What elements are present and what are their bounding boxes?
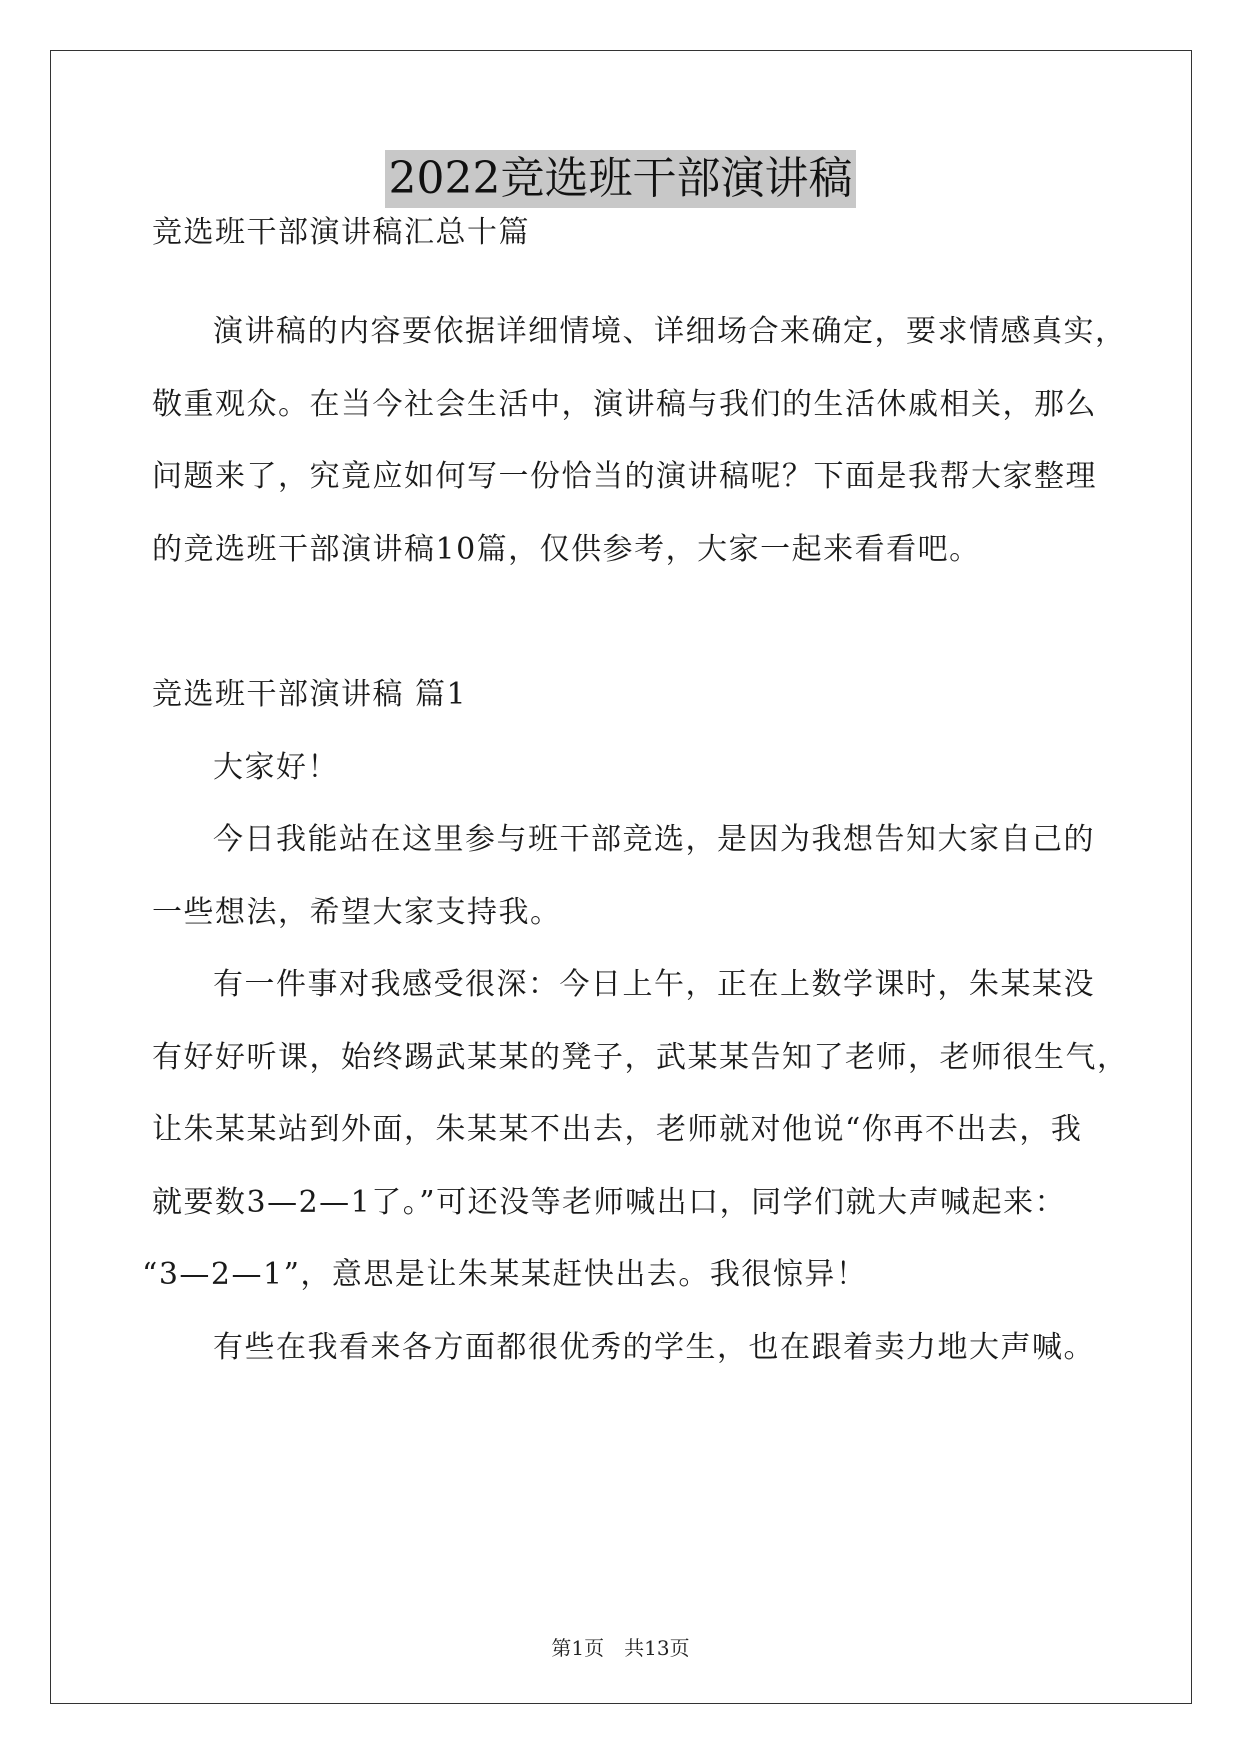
body-line-9: 有些在我看来各方面都很优秀的学生，也在跟着卖力地大声喊。 [213,1330,1095,1365]
body-line-2: 今日我能站在这里参与班干部竞选，是因为我想告知大家自己的 [213,822,1095,857]
body-line-6: 让朱某某站到外面，朱某某不出去，老师就对他说“你再不出去，我 [152,1112,1083,1147]
intro-line-1: 演讲稿的内容要依据详细情境、详细场合来确定，要求情感真实， [213,314,1127,349]
body-line-7: 就要数3—2—1了。”可还没等老师喊出口，同学们就大声喊起来： [152,1185,1067,1220]
document-subtitle: 竞选班干部演讲稿汇总十篇 [152,215,530,250]
intro-line-4: 的竞选班干部演讲稿10篇，仅供参考，大家一起来看看吧。 [152,532,981,567]
body-line-8: “3—2—1”，意思是让朱某某赶快出去。我很惊异！ [142,1257,868,1292]
page-footer: 第1页 共13页 [551,1636,690,1660]
body-line-4: 有一件事对我感受很深：今日上午，正在上数学课时，朱某某没 [213,967,1095,1002]
body-line-5: 有好好听课，始终踢武某某的凳子，武某某告知了老师，老师很生气， [152,1040,1129,1075]
body-line-1: 大家好！ [213,750,339,785]
intro-line-3: 问题来了，究竟应如何写一份恰当的演讲稿呢？下面是我帮大家整理 [152,459,1097,494]
section-heading: 竞选班干部演讲稿 篇1 [152,677,468,712]
title-container [0,150,1241,208]
document-title: 2022竞选班干部演讲稿 [385,150,857,208]
page-border [50,50,1192,1704]
intro-line-2: 敬重观众。在当今社会生活中，演讲稿与我们的生活休戚相关，那么 [152,387,1097,422]
body-line-3: 一些想法，希望大家支持我。 [152,895,562,930]
